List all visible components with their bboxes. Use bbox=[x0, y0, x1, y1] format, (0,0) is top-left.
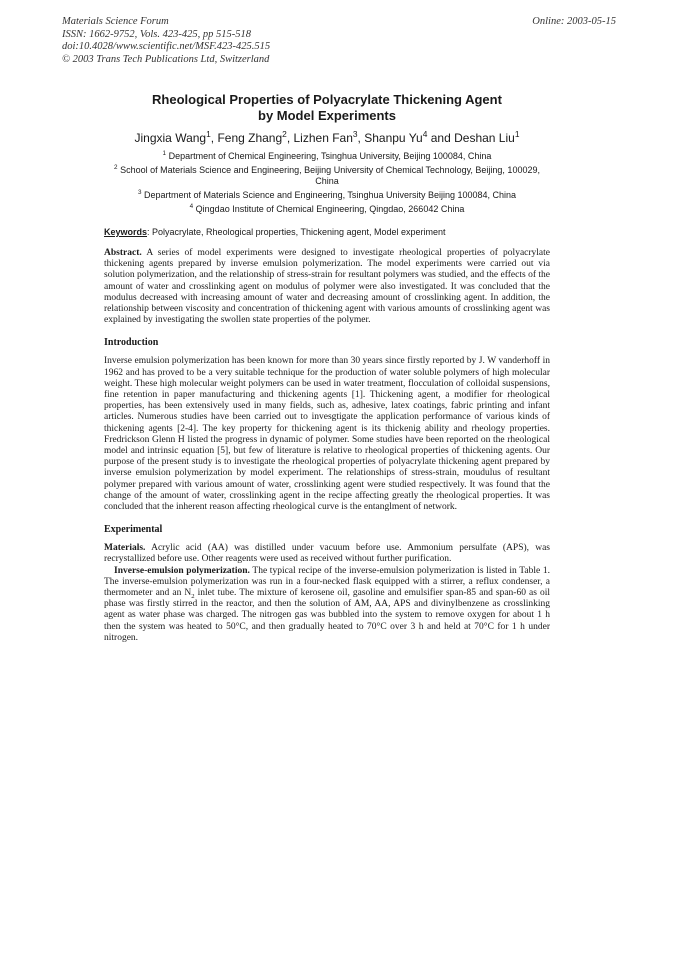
abstract bbox=[104, 248, 550, 326]
materials-label: Materials. bbox=[104, 543, 146, 554]
keywords-label: Keywords bbox=[104, 227, 148, 237]
inverse-emulsion-subscript: 2 bbox=[191, 592, 195, 600]
author-list bbox=[104, 131, 550, 145]
abstract-text: A series of model experiments were designed to investigate rheological properties of polyacrylate thickening agents prepared by inverse emulsion polymerization. The model experiments were carried out via solution polymerization, and the relationship of stress-strain for resultant polymers was studied, and the effects of the amount of water and crosslinking agent on modulus of polymer were also investigated. It was concluded that the modulus decreased with increasing amount of water and decreasing amount of crosslinking agent. In addition, the relationship between viscosity and concentration of thickening agent with various amounts of crosslinking agent was explained by investigating the swollen state properties of the polymer. bbox=[104, 248, 551, 326]
keywords-text: Polyacrylate, Rheological properties, Thickening agent, Model experiment bbox=[152, 227, 446, 237]
author-name: Feng Zhang bbox=[217, 131, 283, 145]
author-affil-ref: 1 bbox=[514, 129, 520, 139]
affiliation-text: School of Materials Science and Engineering, Beijing University of Chemical Technology, Beijing, 100029, China bbox=[120, 165, 540, 186]
author-name: Lizhen Fan bbox=[293, 131, 353, 145]
materials-text: Acrylic acid (AA) was distilled under vacuum before use. Ammonium persulfate (APS), was recrystallized before use. Other reagents were used as received without further purification. bbox=[104, 543, 550, 565]
inverse-emulsion-text-b: inlet tube. The mixture of kerosene oil, gasoline and emulsifier span-85 and span-60 as oil phase was firstly stirred in the reactor, and then the solution of AM, AA, APS and divinylbenzene as crosslinking agent as water phase was charged. The nitrogen gas was bubbled into the system to remove oxygen for about 1 h then the system was heated to 50°C, and then gradually heated to 70°C over 3 h and held at 70°C for 1 h under nitrogen. bbox=[104, 588, 551, 643]
abstract-label: Abstract. bbox=[104, 248, 142, 258]
paper-title bbox=[104, 92, 550, 123]
author-affil-ref: 1 bbox=[206, 129, 211, 139]
introduction-text: Inverse emulsion polymerization has been known for more than 30 years since firstly reported by J. W vanderhoff in 1962 and has proved to be a very suitable technique for the production of water soluble polymers of high molecular weight. These high molecular weight polymers can be used in water treatment, flocculation of colloidal suspensions, fine retention in paper manufacturing and thickening agents [1]. Thickening agent, a modifier for rheological properties, has been extensively used in many fields, such as, adhesive, latex coatings, fabric printing and infant articles. Numerous studies have been carried out to invesgtigate the application performance of various kinds of thickening agents [2-4]. The key property for thickening agent is its thickenig ability and rheology properties. Fredrickson Glenn H listed the progress in dynamic of polymer. Some studies have been reported on the rheological model and intrinsic equation [5], but few of literature is relative to rheological properties of thickening agents. Our purpose of the present study is to investigate the rheological properties of polyacrylate thickening agent prepared by inverse emulsion polymerization by model experiment. The relationships of stress-strain, moudulus of resultant polymer prepared with various amount of water, crosslinking agent were studied respectively. It was found that the change of the amount of water, crosslinking agent in the recipe affecting greatly the rheological properties. It was concluded that the inherent reason affecting rheological curve is the entanglment of network. bbox=[104, 356, 550, 513]
affiliation-text: Qingdao Institute of Chemical Engineering, Qingdao, 266042 China bbox=[195, 204, 465, 214]
inverse-emulsion-text-a: The typical recipe of the inverse-emulsion polymerization is listed in Table 1. The inverse-emulsion polymerization was run in a four-necked flask equipped with a stirrer, a reflux condenser, a thermometer and an N bbox=[104, 565, 550, 599]
introduction-heading: Introduction bbox=[104, 337, 159, 349]
journal-name: Materials Science Forum bbox=[62, 16, 169, 27]
author-affil-ref: 4 bbox=[422, 129, 428, 139]
affiliation-1 bbox=[104, 151, 550, 162]
online-date: Online: 2003-05-15 bbox=[532, 16, 616, 27]
author-separator: and bbox=[427, 131, 455, 145]
doi-line: doi:10.4028/www.scientific.net/MSF.423-425.515 bbox=[62, 41, 271, 52]
affiliation-ref: 2 bbox=[114, 164, 118, 171]
keywords bbox=[104, 227, 550, 237]
experimental-heading: Experimental bbox=[104, 524, 163, 536]
author-name: Jingxia Wang bbox=[134, 131, 207, 145]
paper-content bbox=[104, 92, 550, 644]
inverse-emulsion-paragraph bbox=[104, 566, 550, 644]
affiliation-2 bbox=[104, 165, 550, 187]
affiliation-text: Department of Materials Science and Engineering, Tsinghua University Beijing 100084, China bbox=[143, 190, 517, 200]
inverse-emulsion-label: Inverse-emulsion polymerization. bbox=[114, 565, 250, 576]
copyright-line: © 2003 Trans Tech Publications Ltd, Switzerland bbox=[62, 53, 270, 65]
author-affil-ref: 2 bbox=[282, 129, 287, 139]
author-affil-ref: 3 bbox=[352, 129, 358, 139]
materials-paragraph bbox=[104, 543, 550, 565]
affiliation-ref: 1 bbox=[162, 150, 167, 157]
keywords-colon: : bbox=[147, 227, 153, 237]
affiliation-3 bbox=[104, 190, 550, 201]
affiliation-text: Department of Chemical Engineering, Tsinghua University, Beijing 100084, China bbox=[168, 151, 492, 161]
title-line-1: Rheological Properties of Polyacrylate Thickening Agent bbox=[152, 92, 502, 107]
journal-header bbox=[62, 16, 270, 66]
affiliation-4 bbox=[104, 204, 550, 215]
title-line-2: by Model Experiments bbox=[258, 107, 396, 123]
author-separator: , bbox=[210, 131, 218, 145]
author-separator: , bbox=[286, 131, 294, 145]
author-name: Deshan Liu bbox=[454, 131, 515, 145]
affiliation-ref: 3 bbox=[137, 189, 142, 196]
issn-line: ISSN: 1662-9752, Vols. 423-425, pp 515-518 bbox=[62, 28, 251, 40]
author-separator: , bbox=[357, 131, 365, 145]
affiliation-ref: 4 bbox=[189, 203, 194, 210]
author-name: Shanpu Yu bbox=[364, 131, 423, 145]
